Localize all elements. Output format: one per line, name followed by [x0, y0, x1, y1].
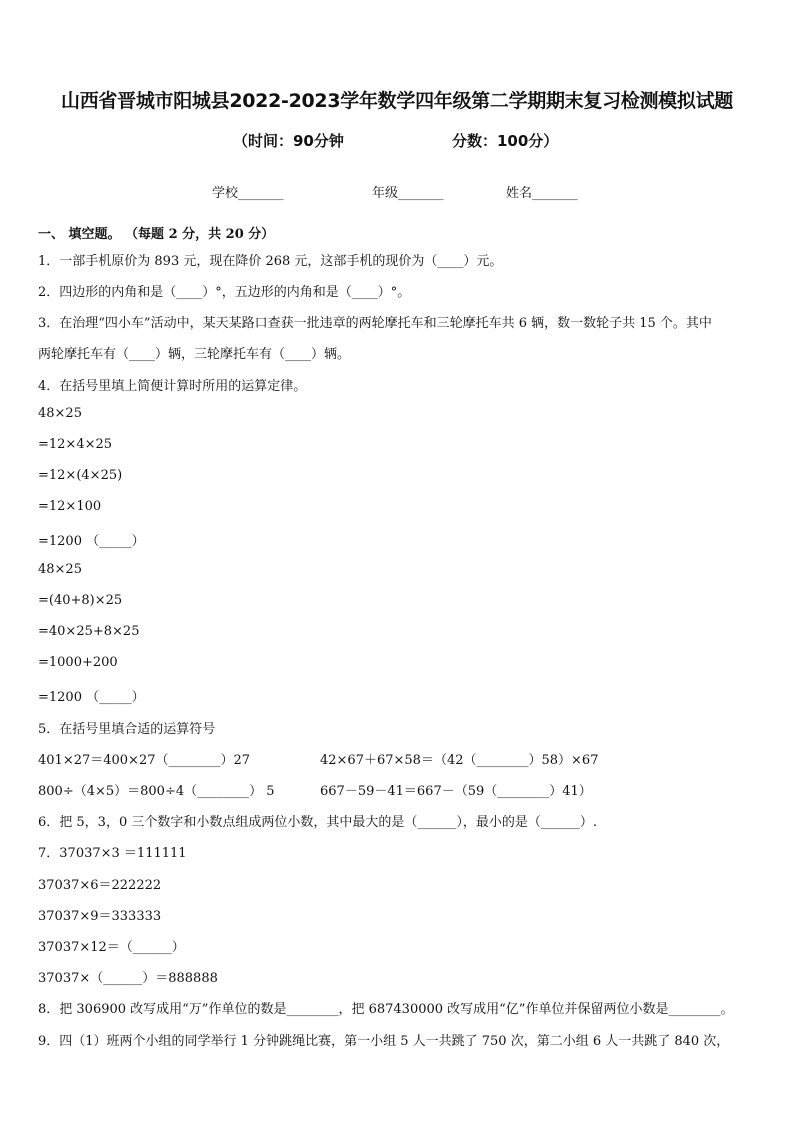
q5-item-a: 401×27＝400×27（________）27 [38, 753, 251, 768]
grade-field: 年级_______ [372, 186, 444, 201]
question-6: 6．把 5，3，0 三个数字和小数点组成两位小数，其中最大的是（______），最小的是（______）. [38, 815, 597, 830]
calc-line: =(40+8)×25 [38, 593, 123, 608]
question-9: 9．四（1）班两个小组的同学举行 1 分钟跳绳比赛，第一小组 5 人一共跳了 750 次，第二小组 6 人一共跳了 840 次， [38, 1034, 730, 1049]
calc-line: 48×25 [38, 406, 82, 421]
question-4: 4．在括号里填上简便计算时所用的运算定律。 [38, 379, 307, 394]
calc-line: 37037×6＝222222 [38, 878, 162, 893]
calc-line: =40×25+8×25 [38, 624, 140, 639]
calc-line: =1000+200 [38, 655, 118, 670]
calc-line: 37037×12＝（______） [38, 940, 185, 955]
time-label: （时间：90分钟 [233, 132, 344, 150]
q5-item-d: 667－59－41＝667－（59（________）41） [320, 784, 592, 799]
score-label: 分数：100分） [452, 132, 559, 150]
school-field: 学校_______ [212, 186, 284, 201]
calc-line: =12×(4×25) [38, 468, 123, 483]
calc-line: 37037×（______）＝888888 [38, 971, 218, 986]
q5-item-c: 800÷（4×5）＝800÷4（________） 5 [38, 784, 275, 799]
question-8: 8．把 306900 改写成用“万”作单位的数是________，把 687430000 改写成用“亿”作单位并保留两位小数是________。 [38, 1002, 734, 1017]
question-3-cont: 两轮摩托车有（____）辆，三轮摩托车有（____）辆。 [38, 347, 351, 362]
section-heading: 一、 填空题。 （每题 2 分，共 20 分） [38, 227, 275, 242]
question-3: 3．在治理“四小车”活动中，某天某路口查获一批违章的两轮摩托车和三轮摩托车共 6 辆，数一数轮子共 15 个。其中 [38, 316, 712, 331]
name-field: 姓名_______ [506, 186, 578, 201]
question-7: 7．37037×3 ＝111111 [38, 846, 187, 861]
calc-line: =1200 （_____） [38, 534, 145, 549]
calc-line: 37037×9＝333333 [38, 909, 162, 924]
page-title: 山西省晋城市阳城县2022-2023学年数学四年级第二学期期末复习检测模拟试题 [61, 90, 733, 112]
q5-item-b: 42×67＋67×58＝（42（________）58）×67 [320, 753, 599, 768]
calc-line: 48×25 [38, 562, 82, 577]
calc-line: =12×4×25 [38, 437, 113, 452]
question-2: 2．四边形的内角和是（____）°，五边形的内角和是（____）°。 [38, 285, 411, 300]
question-1: 1．一部手机原价为 893 元，现在降价 268 元，这部手机的现价为（____）元。 [38, 254, 503, 269]
calc-line: =12×100 [38, 499, 102, 514]
question-5: 5．在括号里填合适的运算符号 [38, 722, 216, 737]
calc-line: =1200 （_____） [38, 690, 145, 705]
